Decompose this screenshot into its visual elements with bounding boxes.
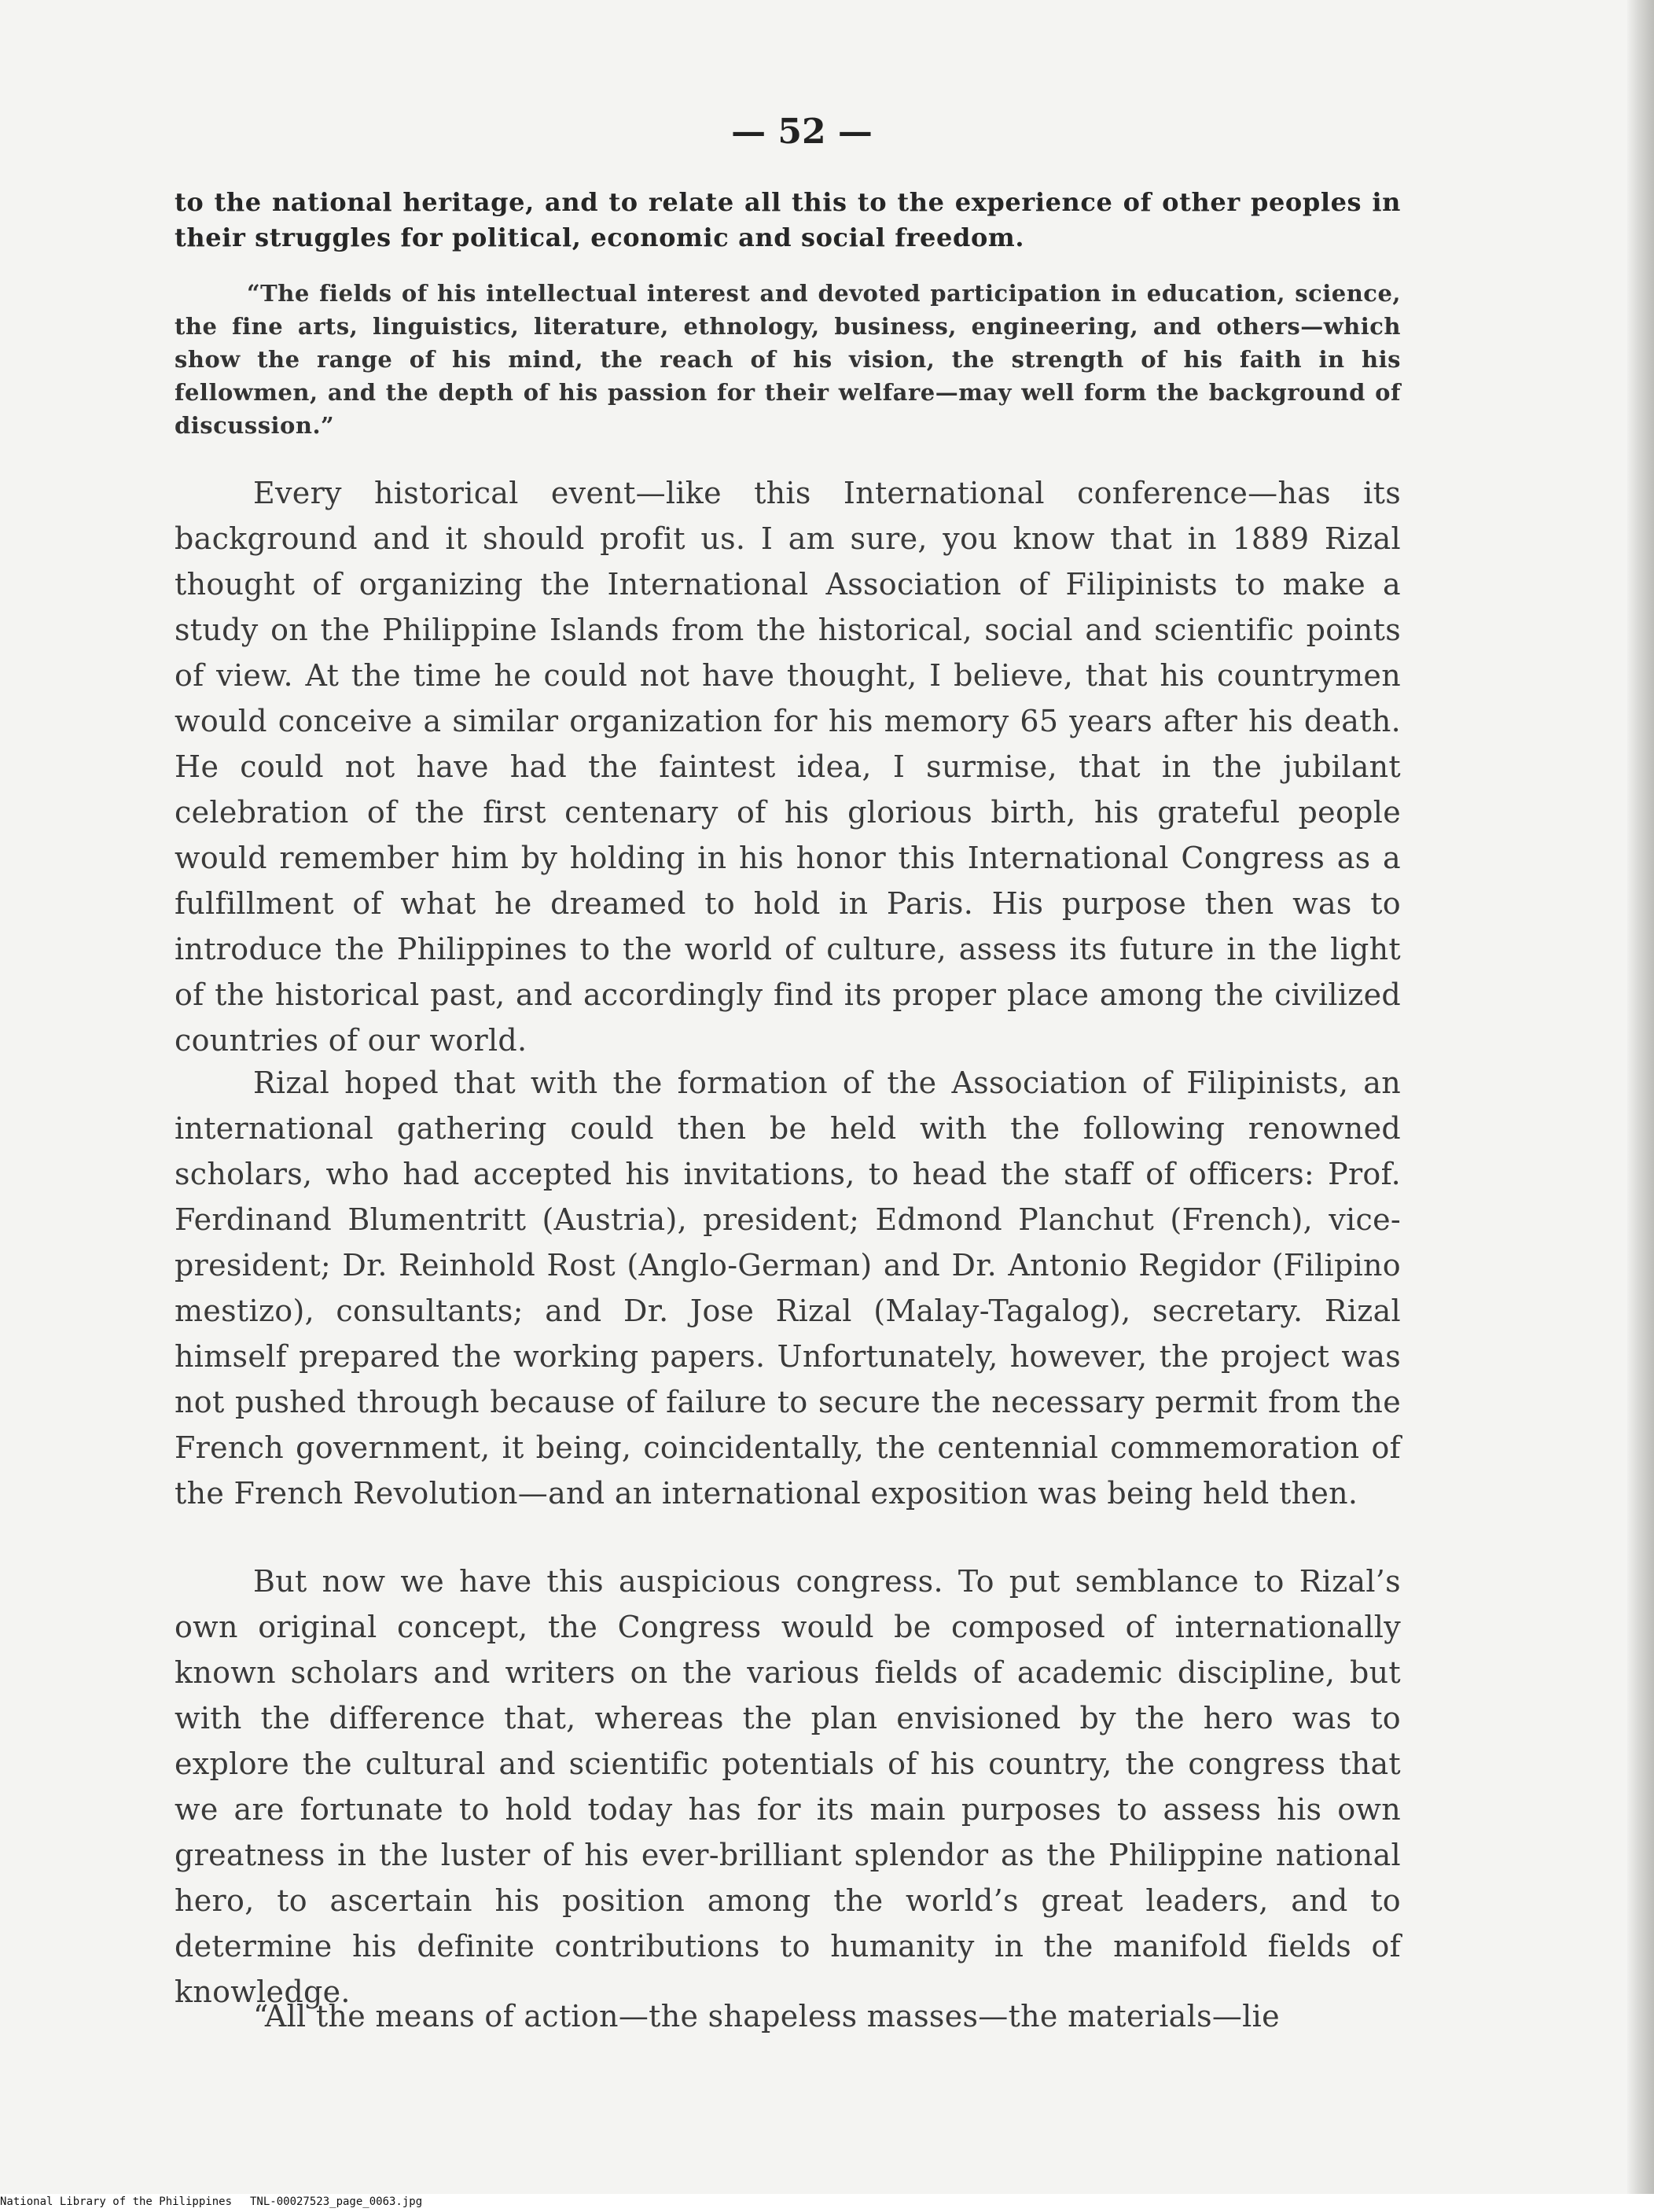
body-paragraph: Every historical event—like this International conference—has its background and it should profit us. I am sure, you know that in 1889 Rizal thought of organizing the International Association of Filipinists to make a study on the Philippine Islands from the historical, social and scientific points of view. At the time he could not have thought, I believe, that his countrymen would conceive a similar organization for his memory 65 years after his death. He could not have had the faintest idea, I surmise, that in the jubilant celebration of the first centenary of his glorious birth, his grateful people would remember him by holding in his honor this International Congress as a fulfillment of what he dreamed to hold in Paris. His purpose then was to introduce the Philippines to the world of culture, assess its future in the light of the historical past, and accordingly find its proper place among the civilized countries of our world. — [175, 476, 1401, 1058]
scan-footer — [0, 2194, 1654, 2212]
body-paragraph: “All the means of action—the shapeless masses—the materials—lie — [253, 1999, 1280, 2033]
page-number: — 52 — — [731, 112, 873, 152]
intro-paragraph: to the national heritage, and to relate all this to the experience of other peoples in their struggles for political, economic and social freedom. — [175, 187, 1401, 252]
block-quote: “The fields of his intellectual interest and devoted participation in education, science, the fine arts, linguistics, literature, ethnology, business, engineering, and others—which show the range of his mind, the reach of his vision, the strength of his faith in his fellowmen, and the depth of his passion for their welfare—may well form the background of discussion.” — [175, 280, 1401, 439]
page-edge-shadow — [1627, 0, 1654, 2194]
body-paragraph: Rizal hoped that with the formation of the Association of Filipinists, an international gathering could then be held with the following renowned scholars, who had accepted his invitations, to head the staff of officers: Prof. Ferdinand Blumentritt (Austria), president; Edmond Planchut (French), vice-president; Dr. Reinhold Rost (Anglo-German) and Dr. Antonio Regidor (Filipino mestizo), consultants; and Dr. Jose Rizal (Malay-Tagalog), secretary. Rizal himself prepared the working papers. Unfortunately, however, the project was not pushed through because of failure to secure the necessary permit from the French government, it being, coincidentally, the centennial commemoration of the French Revolution—and an international exposition was being held then. — [175, 1066, 1401, 1511]
body-paragraph: But now we have this auspicious congress. To put semblance to Rizal’s own original concept, the Congress would be composed of internationally known scholars and writers on the various fields of academic discipline, but with the difference that, whereas the plan envisioned by the hero was to explore the cultural and scientific potentials of his country, the congress that we are fortunate to hold today has for its main purposes to assess his own greatness in the luster of his ever-brilliant splendor as the Philippine national hero, to ascertain his position among the world’s great leaders, and to determine his definite contributions to humanity in the manifold fields of knowledge. — [175, 1564, 1401, 2009]
file-name: TNL-00027523_page_0063.jpg — [250, 2195, 423, 2208]
library-credit: National Library of the Philippines — [0, 2195, 233, 2208]
